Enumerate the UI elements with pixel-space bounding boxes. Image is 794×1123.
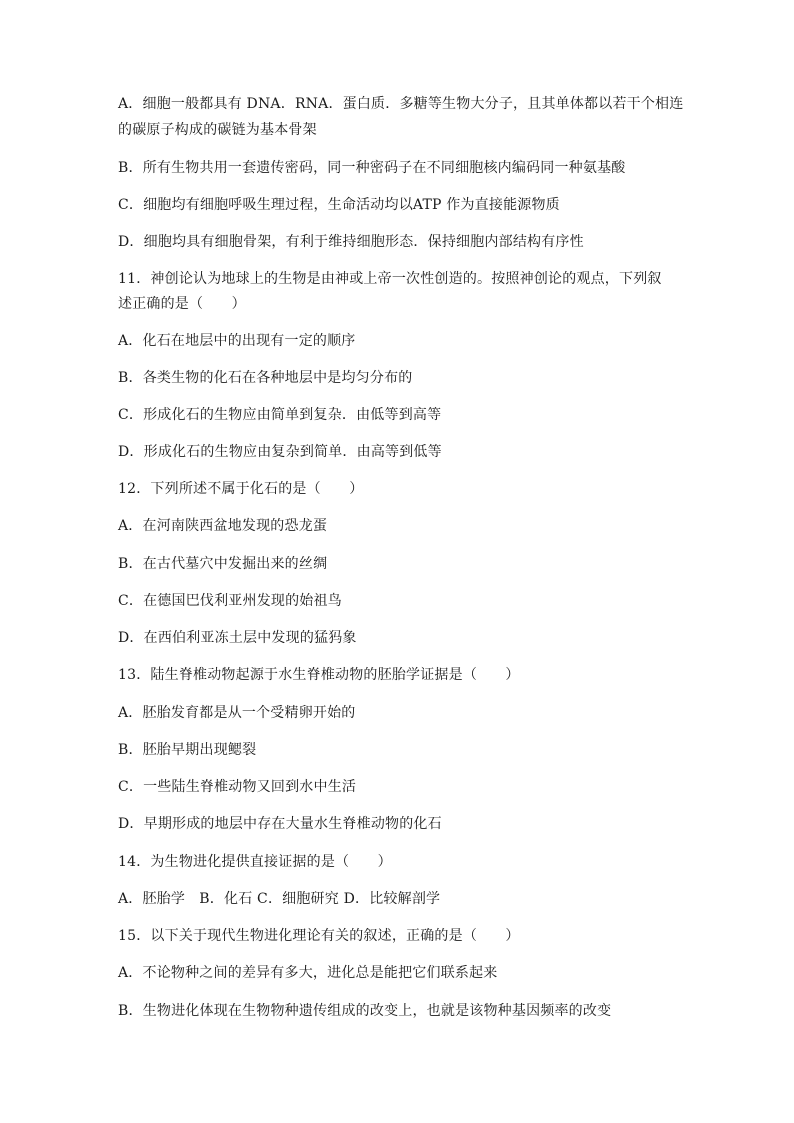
q13-option-a: A．胚胎发育都是从一个受精卵开始的 bbox=[118, 705, 356, 721]
q13-option-c: C．一些陆生脊椎动物又回到水中生活 bbox=[118, 779, 357, 795]
q15-option-b: B．生物进化体现在生物物种遗传组成的改变上，也就是该物种基因频率的改变 bbox=[118, 1003, 612, 1019]
q10-option-a-line2: 的碳原子构成的碳链为基本骨架 bbox=[118, 122, 317, 138]
q15-stem: 15．以下关于现代生物进化理论有关的叙述，正确的是（ ） bbox=[118, 928, 520, 944]
q11-option-b: B．各类生物的化石在各种地层中是均匀分布的 bbox=[118, 370, 413, 386]
q13-option-b: B．胚胎早期出现鳃裂 bbox=[118, 742, 257, 758]
q12-stem: 12．下列所述不属于化石的是（ ） bbox=[118, 481, 364, 497]
q10-option-c: C．细胞均有细胞呼吸生理过程，生命活动均以ATP 作为直接能源物质 bbox=[118, 197, 560, 213]
q12-option-d: D．在西伯利亚冻土层中发现的猛犸象 bbox=[118, 630, 357, 646]
q12-option-b: B．在古代墓穴中发掘出来的丝绸 bbox=[118, 556, 328, 572]
q11-stem-line2: 述正确的是（ ） bbox=[118, 296, 246, 312]
q14-stem: 14．为生物进化提供直接证据的是（ ） bbox=[118, 854, 392, 870]
q11-stem-line1: 11．神创论认为地球上的生物是由神或上帝一次性创造的。按照神创论的观点，下列叙 bbox=[118, 271, 662, 287]
q14-options: A．胚胎学 B．化石 C．细胞研究 D．比较解剖学 bbox=[118, 891, 441, 907]
q10-option-a-line1: A．细胞一般都具有 DNA．RNA．蛋白质．多糖等生物大分子，且其单体都以若干个相连 bbox=[118, 96, 684, 112]
q10-option-d: D．细胞均具有细胞骨架，有利于维持细胞形态．保持细胞内部结构有序性 bbox=[118, 234, 584, 250]
q11-option-c: C．形成化石的生物应由简单到复杂．由低等到高等 bbox=[118, 407, 442, 423]
q12-option-a: A．在河南陕西盆地发现的恐龙蛋 bbox=[118, 518, 328, 534]
q12-option-c: C．在德国巴伐利亚州发现的始祖鸟 bbox=[118, 593, 342, 609]
q15-option-a: A．不论物种之间的差异有多大，进化总是能把它们联系起来 bbox=[118, 965, 498, 981]
q11-option-d: D．形成化石的生物应由复杂到简单．由高等到低等 bbox=[118, 444, 442, 460]
q13-stem: 13．陆生脊椎动物起源于水生脊椎动物的胚胎学证据是（ ） bbox=[118, 667, 520, 683]
q13-option-d: D．早期形成的地层中存在大量水生脊椎动物的化石 bbox=[118, 816, 442, 832]
q10-option-b: B．所有生物共用一套遗传密码，同一种密码子在不同细胞核内编码同一种氨基酸 bbox=[118, 160, 626, 176]
q11-option-a: A．化石在地层中的出现有一定的顺序 bbox=[118, 333, 356, 349]
